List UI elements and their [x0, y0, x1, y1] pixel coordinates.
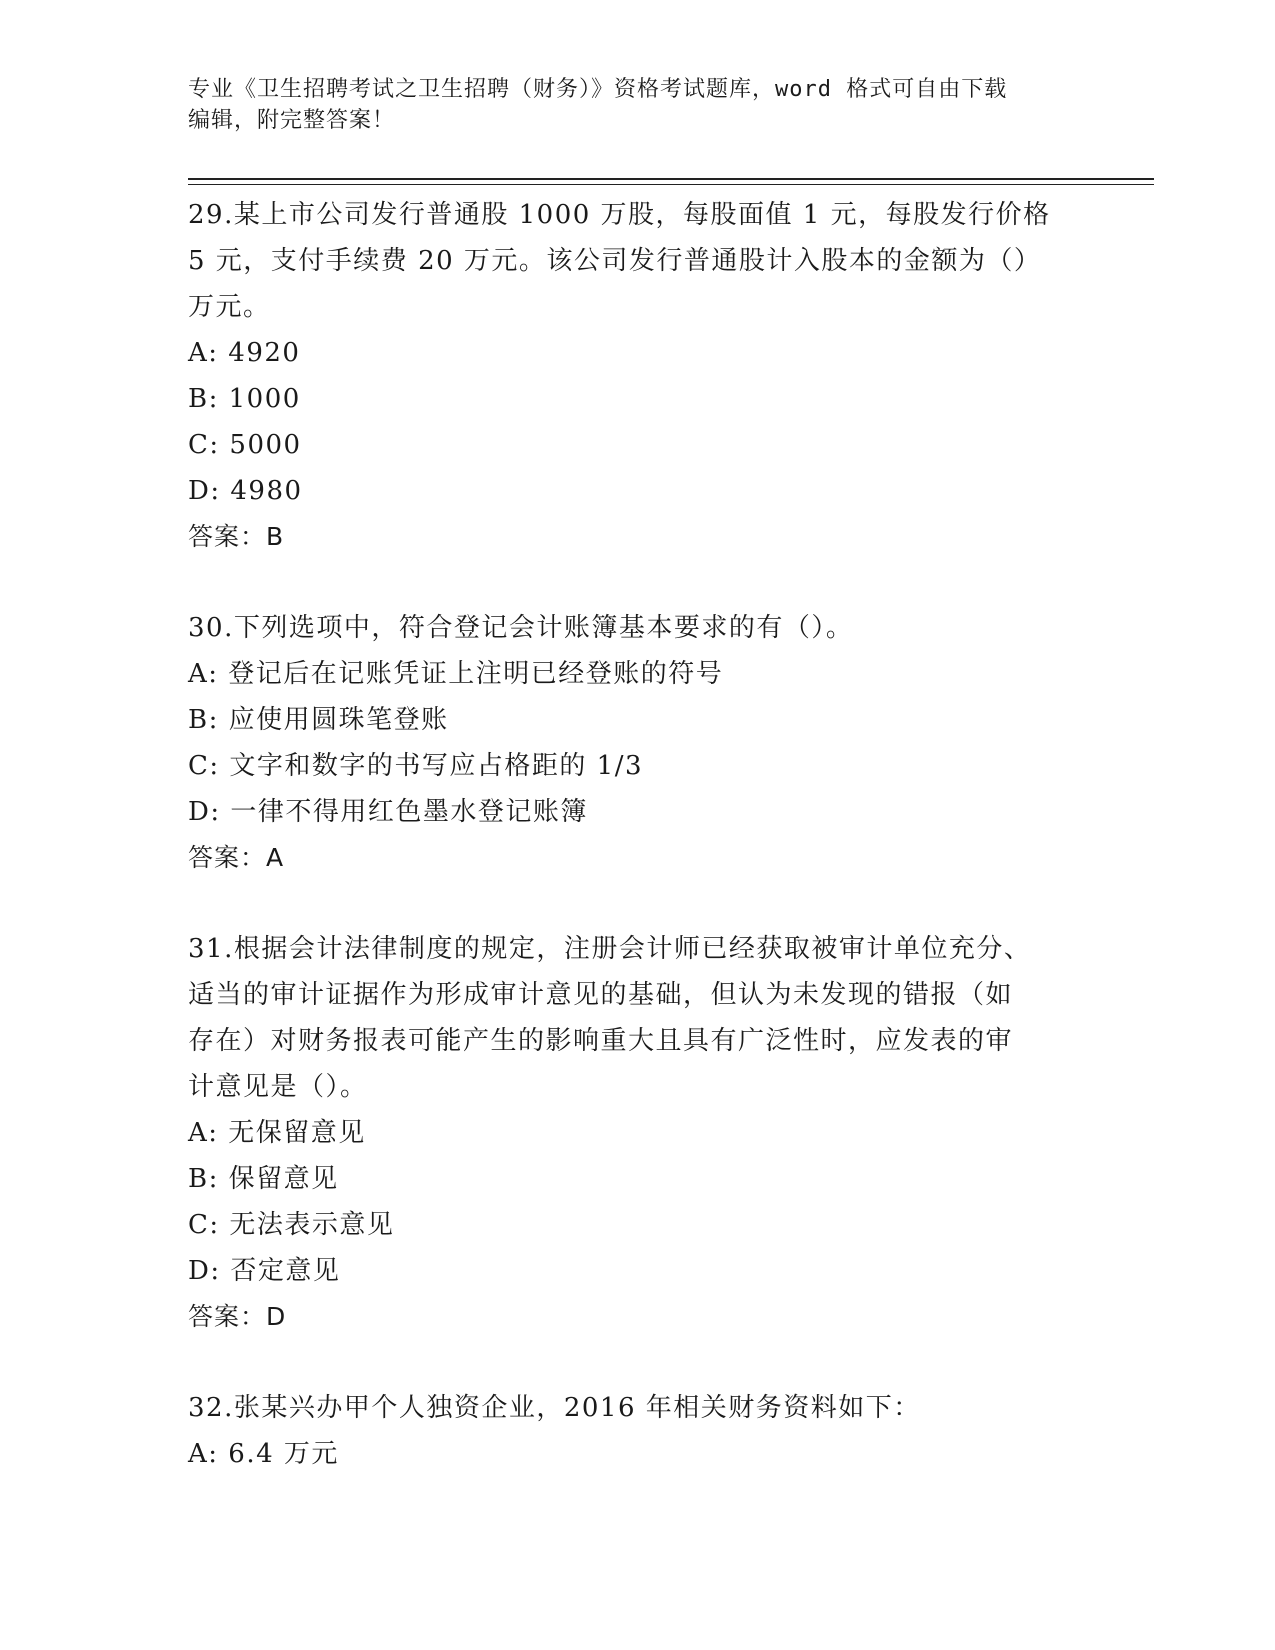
question-29 — [188, 192, 1068, 560]
answer-label: 答案：A — [188, 843, 285, 872]
option-d: D: 否定意见 — [188, 1256, 341, 1286]
option-a: A: 4920 — [188, 338, 301, 368]
question-text-line: 31.根据会计法律制度的规定，注册会计师已经获取被审计单位充分、 — [188, 934, 1032, 964]
option-a: A: 无保留意见 — [188, 1118, 366, 1148]
question-text-line: 5 元，支付手续费 20 万元。该公司发行普通股计入股本的金额为（） — [188, 246, 1042, 276]
question-spacer — [188, 1340, 1068, 1385]
header-line-2: 编辑，附完整答案！ — [188, 108, 396, 133]
option-b: B: 应使用圆珠笔登账 — [188, 705, 449, 735]
option-a: A: 6.4 万元 — [188, 1439, 339, 1469]
header-line-1: 专业《卫生招聘考试之卫生招聘（财务）》资格考试题库，word 格式可自由下载 — [188, 77, 1008, 102]
option-c: C: 5000 — [188, 430, 302, 460]
question-text — [188, 605, 1068, 651]
question-32 — [188, 1385, 1068, 1477]
option-a: A: 登记后在记账凭证上注明已经登账的符号 — [188, 659, 724, 689]
document-header — [188, 74, 1088, 136]
question-text-line: 29.某上市公司发行普通股 1000 万股，每股面值 1 元，每股发行价格 — [188, 200, 1051, 230]
question-text-line: 存在）对财务报表可能产生的影响重大且具有广泛性时，应发表的审 — [188, 1026, 1014, 1056]
question-text — [188, 192, 1068, 330]
option-c: C: 文字和数字的书写应占格距的 1/3 — [188, 751, 644, 781]
header-rule-thin — [188, 184, 1154, 185]
question-text-line: 适当的审计证据作为形成审计意见的基础，但认为未发现的错报（如 — [188, 980, 1014, 1010]
question-31 — [188, 926, 1068, 1340]
answer-label: 答案：D — [188, 1302, 287, 1331]
question-spacer — [188, 560, 1068, 605]
question-text-line: 万元。 — [188, 292, 271, 322]
answer-label: 答案：B — [188, 522, 285, 551]
header-rule-thick — [188, 178, 1154, 180]
question-list — [188, 192, 1068, 1477]
question-spacer — [188, 881, 1068, 926]
option-c: C: 无法表示意见 — [188, 1210, 395, 1240]
question-text-line: 30.下列选项中，符合登记会计账簿基本要求的有（）。 — [188, 613, 854, 643]
question-text — [188, 926, 1068, 1110]
option-b: B: 保留意见 — [188, 1164, 339, 1194]
question-30 — [188, 605, 1068, 881]
question-text-line: 计意见是（）。 — [188, 1072, 368, 1102]
question-text — [188, 1385, 1068, 1431]
option-b: B: 1000 — [188, 384, 301, 414]
question-text-line: 32.张某兴办甲个人独资企业，2016 年相关财务资料如下： — [188, 1393, 921, 1423]
option-d: D: 一律不得用红色墨水登记账簿 — [188, 797, 588, 827]
option-d: D: 4980 — [188, 476, 303, 506]
